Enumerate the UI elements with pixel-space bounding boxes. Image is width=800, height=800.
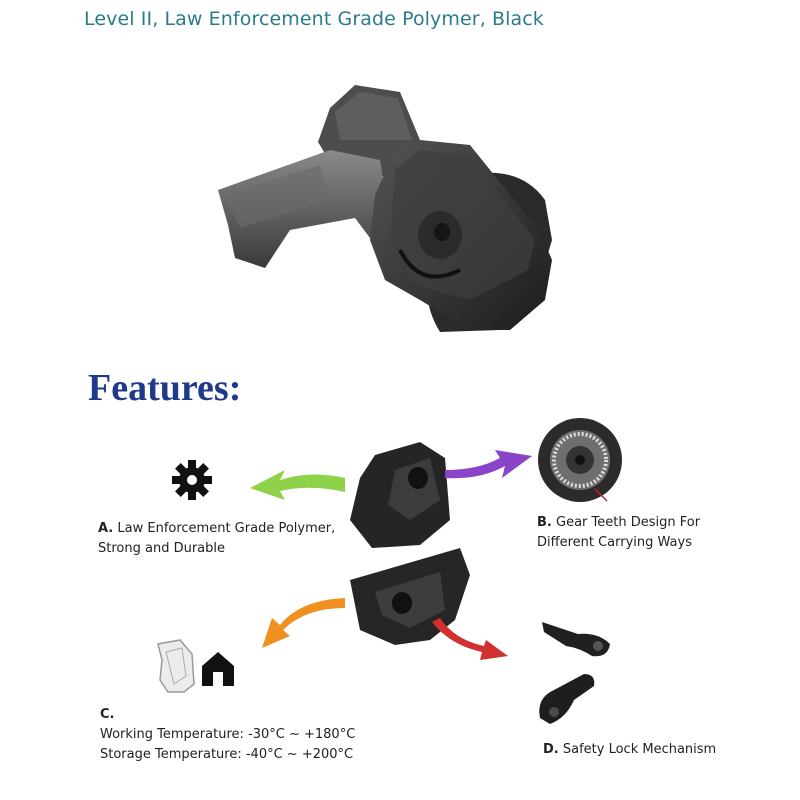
feature-a-caption [98, 519, 335, 559]
feature-a-line-2: Strong and Durable [98, 541, 225, 556]
gear-teeth-disc-image [535, 415, 625, 505]
feature-c-letter: C. [100, 707, 115, 722]
feature-b-caption [537, 513, 700, 553]
lock-part-image [538, 612, 618, 662]
feature-d-letter: D. [543, 742, 559, 757]
product-subtitle: Level II, Law Enforcement Grade Polymer, Black [84, 8, 544, 30]
features-heading: Features: [88, 367, 242, 409]
gear-icon [170, 458, 214, 502]
feature-b-line-2: Different Carrying Ways [537, 535, 692, 550]
lock-part-image-2 [532, 668, 602, 728]
feature-a-line-1: Law Enforcement Grade Polymer, [117, 521, 336, 536]
feature-c-line-1: Working Temperature: -30°C ~ +180°C [100, 727, 356, 742]
holster-outline-image [150, 636, 200, 696]
feature-b-letter: B. [537, 515, 552, 530]
feature-c-line-2: Storage Temperature: -40°C ~ +200°C [100, 747, 354, 762]
feature-b-line-1: Gear Teeth Design For [556, 515, 701, 530]
house-icon [200, 650, 236, 688]
feature-d-line-1: Safety Lock Mechanism [562, 742, 717, 757]
feature-d-caption [543, 740, 716, 760]
feature-c-caption [100, 705, 355, 765]
feature-a-letter: A. [98, 521, 114, 536]
